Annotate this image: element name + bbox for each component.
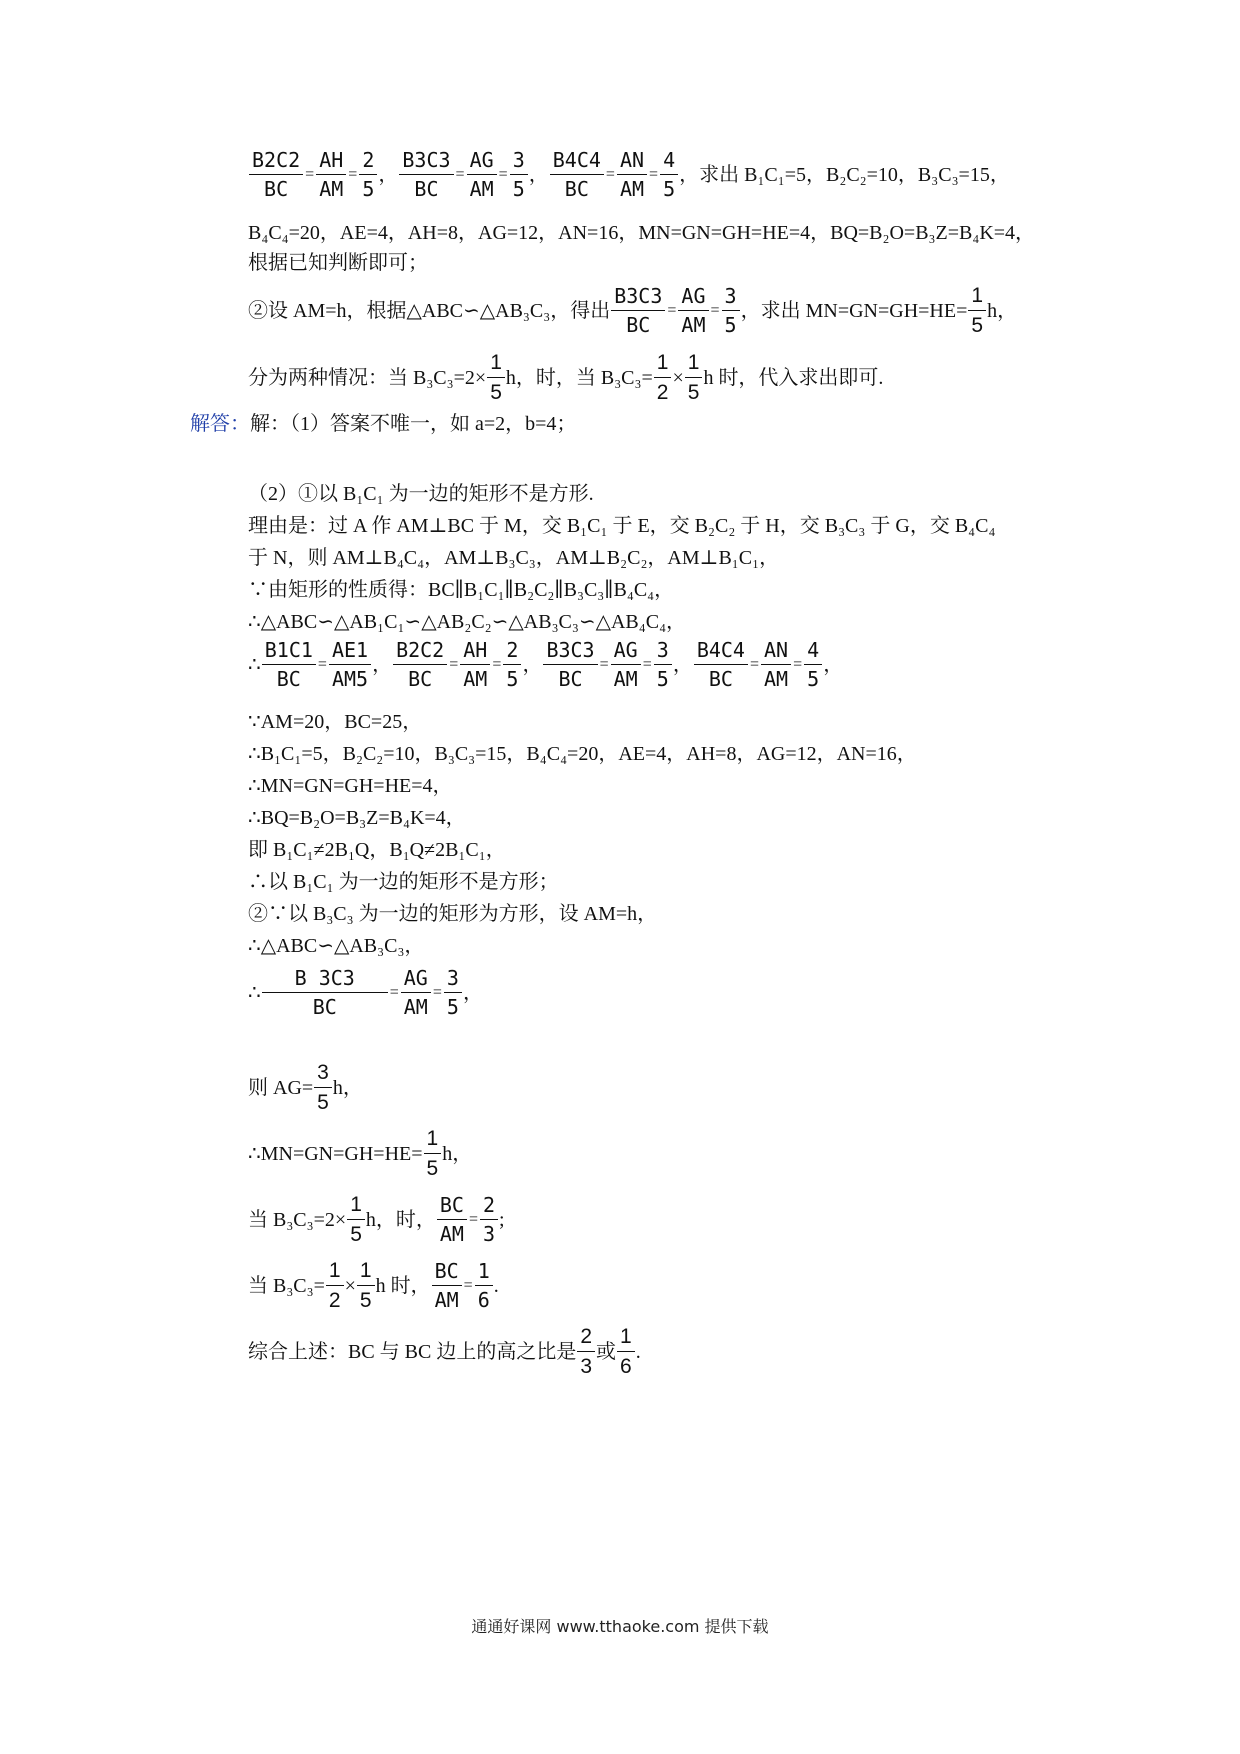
numerator: 3 (510, 150, 528, 175)
fraction: $\frac{B1C1}{BC}$ (262, 640, 316, 689)
fraction: $\frac{4}{5}$ (804, 640, 822, 689)
fraction (550, 150, 604, 199)
numerator: B4C4 (550, 150, 604, 175)
answer-line-1: 解答： 解：（1）答案不唯一，如 a=2，b=4； (190, 413, 577, 435)
fraction: $\frac{3}{5}$ (654, 640, 672, 689)
fraction: $\frac{2}{5}$ (503, 640, 521, 689)
fraction: $\frac{AE1}{AM5}$ (329, 640, 371, 689)
numerator: 4 (660, 150, 678, 175)
fraction: $\frac{2}{3}$ (480, 1195, 498, 1244)
fraction: $\frac{3}{5}$ (314, 1062, 332, 1113)
fraction: $\frac{B3C3}{BC}$ (543, 640, 597, 689)
denominator: BC (414, 177, 439, 201)
denominator: AM (469, 177, 494, 201)
answer-line: ∵AM=20，BC=25， (248, 711, 423, 733)
answer-line: ∴MN=GN=GH=HE= $\frac{1}{5}$ h， (248, 1127, 473, 1180)
fraction: $\frac{3}{5}$ (722, 286, 740, 335)
answer-line: 当 B₃C₃=2× $\frac{1}{5}$ h，时， $\frac{BC}{AM}$ = $\frac{2}{3}$ ; (248, 1193, 505, 1246)
fraction: $\frac{1}{6}$ (475, 1261, 493, 1310)
answer-line: ∴△ABC∽△AB₃C₃， (248, 935, 425, 957)
answer-line: 于 N，则 AM⊥B₄C₄，AM⊥B₃C₃，AM⊥B₂C₂，AM⊥B₁C₁， (248, 547, 780, 569)
fraction: $\frac{AG}{AM}$ (401, 968, 431, 1017)
fraction: $\frac{AG}{AM}$ (678, 286, 708, 335)
numerator: AN (617, 150, 647, 175)
numerator: B3C3 (399, 150, 453, 175)
denominator: AM (619, 177, 645, 201)
answer-line: ∴MN=GN=GH=HE=4， (248, 775, 453, 797)
fraction: $\frac{1}{5}$ (357, 1260, 375, 1311)
answer-line: 理由是：过 A 作 AM⊥BC 于 M，交 B₁C₁ 于 E，交 B₂C₂ 于 H，交 B₃C₃ 于 G，交 B₄C₄ (248, 515, 996, 537)
fraction (510, 150, 528, 199)
fraction: $\frac{1}{5}$ (347, 1194, 365, 1245)
numerator: AG (467, 150, 497, 175)
numerator: B2C2 (249, 150, 303, 175)
answer-label: 解答： (190, 413, 250, 435)
answer-line: ∴以 B₁C₁ 为一边的矩形不是方形； (248, 871, 559, 893)
fraction (399, 150, 453, 199)
answer-line: ∵由矩形的性质得：BC∥B₁C₁∥B₂C₂∥B₃C₃∥B₄C₄， (248, 579, 675, 601)
fraction: $\frac{3}{5}$ (444, 968, 462, 1017)
answer-line: ∴B₁C₁=5，B₂C₂=10，B₃C₃=15，B₄C₄=20，AE=4，AH=8，AG=12，AN=16， (248, 743, 917, 765)
answer-line: 即 B₁C₁≠2B₁Q，B₁Q≠2B₁C₁， (248, 839, 506, 861)
denominator: BC (264, 177, 289, 201)
answer-line: （2）①以 B₁C₁ 为一边的矩形不是方形. (248, 483, 594, 505)
denominator: AM (319, 177, 344, 201)
answer-line: ∴BQ=B₂O=B₃Z=B₄K=4， (248, 807, 466, 829)
denominator: 5 (663, 177, 676, 201)
fraction (660, 150, 678, 199)
fraction: $\frac{AG}{AM}$ (611, 640, 641, 689)
fraction: $\frac{1}{2}$ (326, 1260, 344, 1311)
fraction: $\frac{BC}{AM}$ (432, 1261, 462, 1310)
answer-line: ∴△ABC∽△AB₁C₁∽△AB₂C₂∽△AB₃C₃∽△AB₄C₄， (248, 611, 687, 633)
fraction: $\frac{B 3C3}{BC}$ (262, 968, 388, 1017)
fraction: $\frac{2}{3}$ (577, 1326, 595, 1377)
analysis-line-2: B₄C₄=20，AE=4，AH=8，AG=12，AN=16，MN=GN=GH=HE=4，BQ=B₂O=B₃Z=B₄K=4， (248, 222, 1036, 244)
answer-fraction-line: ∴ $\frac{B 3C3}{BC}$ = $\frac{AG}{AM}$ = $\frac{3}{5}$ ， (248, 966, 483, 1019)
answer-line: ②∵以 B₃C₃ 为一边的矩形为方形，设 AM=h， (248, 903, 658, 925)
analysis-text: ，求出 B₁C₁=5，B₂C₂=10，B₃C₃=15， (679, 163, 1010, 186)
fraction (359, 150, 377, 199)
fraction: $\frac{BC}{AM}$ (437, 1195, 467, 1244)
answer-line: 则 AG= $\frac{3}{5}$ h， (248, 1061, 363, 1114)
fraction (617, 150, 647, 199)
denominator: BC (564, 177, 589, 201)
analysis-line-1: $\frac{B2C2}{BC}$ = $\frac{AH}{AM}$ = $\frac{2}{5}$ ， $\frac{B3C3}{BC}$ = $\frac{AG}{AM}$ = $\frac{3}{5}$ ， $\frac{B4C4}{BC}$ = $\frac{AN}{AM}$ = $\frac{4}{5}$ ，求出 B₁C₁=5，B₂C₂=10，B₃C₃=15， (248, 150, 1010, 199)
fraction (316, 150, 346, 199)
fraction: $\frac{B3C3}{BC}$ (611, 286, 665, 335)
page-footer: 通通好课网 www.tthaoke.com 提供下载 (471, 1617, 769, 1636)
analysis-line-3: 根据已知判断即可； (248, 252, 428, 274)
fraction: $\frac{AH}{AM}$ (460, 640, 490, 689)
fraction: $\frac{1}{5}$ (424, 1128, 442, 1179)
denominator: 5 (362, 177, 375, 201)
numerator: AH (316, 150, 346, 175)
fraction: $\frac{1}{2}$ (654, 352, 672, 403)
fraction: $\frac{1}{5}$ (487, 352, 505, 403)
analysis-line-4: ②设 AM=h，根据△ABC∽△AB₃C₃，得出 $\frac{B3C3}{BC}$ = $\frac{AG}{AM}$ = $\frac{3}{5}$ ，求出 MN=GN=GH=HE= $\frac{1}{5}$ h， (248, 284, 1018, 337)
fraction: $\frac{1}{6}$ (617, 1326, 635, 1377)
fraction: $\frac{B4C4}{BC}$ (694, 640, 748, 689)
fraction: $\frac{B2C2}{BC}$ (393, 640, 447, 689)
fraction (249, 150, 303, 199)
fraction (467, 150, 497, 199)
fraction: $\frac{1}{5}$ (968, 285, 986, 336)
answer-fraction-line: ∴ $\frac{B1C1}{BC}$ = $\frac{AE1}{AM5}$ ， $\frac{B2C2}{BC}$ = $\frac{AH}{AM}$ = $\frac{2}{5}$ ， $\frac{B3C3}{BC}$ = $\frac{AG}{AM}$ = $\frac{3}{5}$ ， $\frac{B4C4}{BC}$ = $\frac{AN}{AM}$ = $\frac{4}{5}$ ， (248, 638, 844, 691)
fraction: $\frac{1}{5}$ (685, 352, 703, 403)
fraction: $\frac{AN}{AM}$ (761, 640, 791, 689)
numerator: 2 (359, 150, 377, 175)
answer-conclusion: 综合上述：BC 与 BC 边上的高之比是 $\frac{2}{3}$ 或 $\frac{1}{6}$ . (248, 1325, 641, 1378)
answer-line: 当 B₃C₃= $\frac{1}{2}$ × $\frac{1}{5}$ h 时， $\frac{BC}{AM}$ = $\frac{1}{6}$ . (248, 1259, 499, 1312)
denominator: 5 (512, 177, 525, 201)
analysis-line-5: 分为两种情况：当 B₃C₃=2× $\frac{1}{5}$ h，时，当 B₃C₃= $\frac{1}{2}$ × $\frac{1}{5}$ h 时，代入求出即可. (248, 351, 884, 404)
